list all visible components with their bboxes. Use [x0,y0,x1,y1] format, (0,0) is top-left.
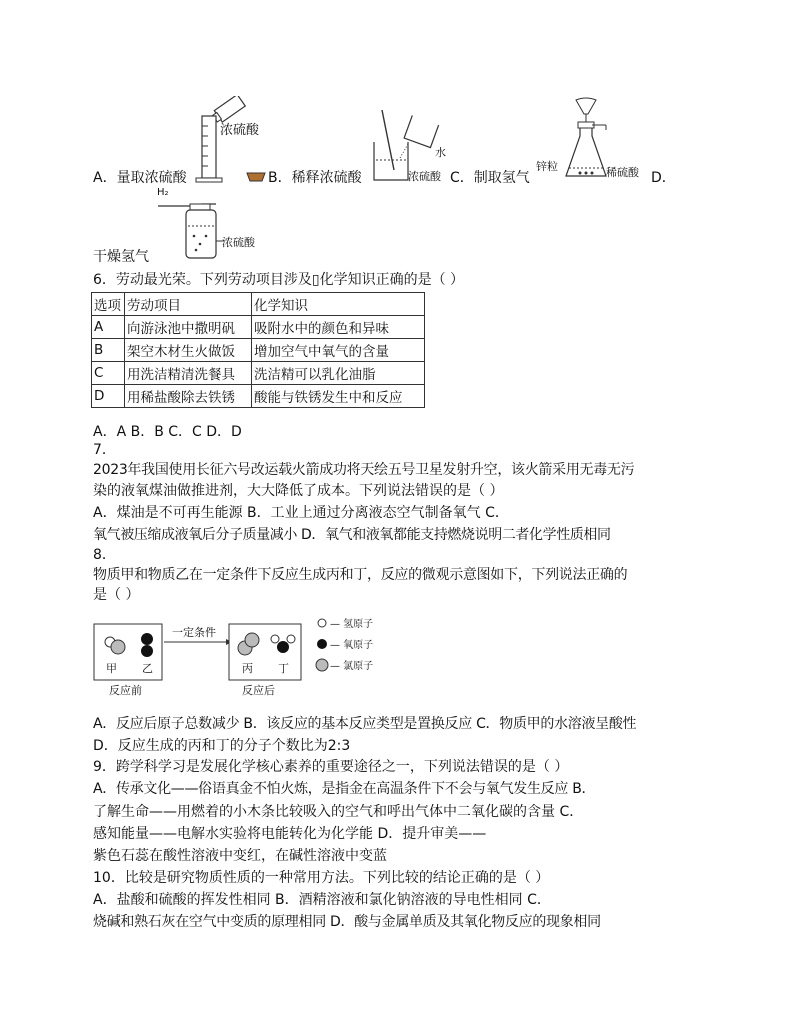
oxygen-atom [277,641,289,653]
oxygen-atom [141,633,153,645]
table-cell: 洗洁精可以乳化油脂 [252,362,425,385]
label-conc-acid-b: 浓硫酸 [408,170,441,183]
table-row [92,316,425,339]
table-cell: C [92,362,125,385]
hydrogen-generator-figure [560,96,610,186]
option-5c: C．制取氢气 [450,170,530,186]
q10-stem: 10．比较是研究物质性质的一种常用方法。下列比较的结论正确的是（ ） [93,870,550,886]
reaction-micro-diagram [92,612,392,704]
q7-number: 7． [93,442,116,458]
oxygen-atom [141,645,153,657]
option-5b: B．稀释浓硫酸 [268,170,362,186]
option-5d-text: 干燥氢气 [93,249,149,265]
legend-hydrogen-icon [318,619,326,627]
label-jia: 甲 [106,662,117,675]
q8-options-line1: A．反应后原子总数减少 B．该反应的基本反应类型是置换反应 C．物质甲的水溶液呈酸性 [93,716,637,732]
q9-line4: 紫色石蕊在酸性溶液中变红，在碱性溶液中变蓝 [93,848,387,864]
table-row [92,362,425,385]
table-header-cell: 化学知识 [252,293,425,316]
legend-chlorine: — 氯原子 [330,661,374,672]
q7-stem-line1: 2023年我国使用长征六号改运载火箭成功将天绘五号卫星发射升空，该火箭采用无毒无污 [93,462,635,478]
table-cell: A [92,316,125,339]
q9-line3: 感知能量——电解水实验将电能转化为化学能 D．提升审美—— [93,826,487,842]
option-5d-prefix: D． [651,170,676,186]
label-water: 水 [435,146,446,159]
q7-stem-line2: 染的液氧煤油做推进剂，大大降低了成本。下列说法错误的是（ ） [93,483,504,499]
label-bing: 丙 [242,662,253,675]
table-cell: 吸附水中的颜色和异味 [252,316,425,339]
q10-line2: 烧碱和熟石灰在空气中变质的原理相同 D．酸与金属单质及其氧化物反应的现象相同 [93,914,601,930]
table-cell: 向游泳池中撒明矾 [125,316,252,339]
table-cell: 用稀盐酸除去铁锈 [125,385,252,408]
chlorine-atom [245,633,259,647]
table-row [92,339,425,362]
table-header-cell: 选项 [92,293,125,316]
label-conc-acid-a: 浓硫酸 [220,123,260,138]
table-cell: 架空木材生火做饭 [125,339,252,362]
table-row [92,385,425,408]
q7-options-line2: 氧气被压缩成液氧后分子质量减小 D．氧气和液氧都能支持燃烧说明二者化学性质相同 [93,527,611,543]
label-yi: 乙 [142,662,153,675]
q10-line1: A．盐酸和硫酸的挥发性相同 B．酒精溶液和氯化钠溶液的导电性相同 C． [93,892,551,908]
q9-stem: 9．跨学科学习是发展化学核心素养的重要途径之一，下列说法错误的是（ ） [93,759,569,775]
graduated-cylinder-figure [194,96,250,188]
legend-chlorine-icon [316,659,328,671]
hydrogen-atom [271,635,279,643]
chlorine-atom [111,640,125,654]
q6-stem: 6．劳动最光荣。下列劳动项目涉及▯化学知识正确的是（ ） [93,272,465,288]
legend-oxygen-icon [317,639,327,649]
table-cell: D [92,385,125,408]
table-cell: 用洗洁精清洗餐具 [125,362,252,385]
label-conc-acid-d: 浓硫酸 [222,236,255,249]
hydrogen-atom [287,635,295,643]
q8-options-line2: D．反应生成的丙和丁的分子个数比为2:3 [93,738,351,754]
table-cell: 增加空气中氧气的含量 [252,339,425,362]
reaction-condition: 一定条件 [172,626,216,639]
gas-drying-bottle-figure [156,196,226,262]
q9-line1: A．传承文化——俗语真金不怕火炼，是指金在高温条件下不会与氧气发生反应 B． [93,781,596,797]
q7-options-line1: A．煤油是不可再生能源 B．工业上通过分离液态空气制备氧气 C． [93,505,509,521]
legend-oxygen: — 氧原子 [330,640,374,651]
q8-stem-line1: 物质甲和物质乙在一定条件下反应生成丙和丁，反应的微观示意图如下，下列说法正确的 [93,567,628,583]
q6-table [91,292,425,408]
q8-number: 8． [93,547,116,563]
table-cell: B [92,339,125,362]
label-zinc: 锌粒 [536,160,558,173]
table-header-row [92,293,425,316]
option-5a: A．量取浓硫酸 [93,170,187,186]
q9-line2: 了解生命——用燃着的小木条比较吸入的空气和呼出气体中二氧化碳的含量 C． [93,804,584,820]
q8-stem-line2: 是（ ） [93,587,140,603]
label-before: 反应前 [109,684,142,697]
legend-hydrogen: — 氢原子 [330,619,374,630]
q6-options: A．A B．B C．C D．D [93,424,242,440]
table-header-cell: 劳动项目 [125,293,252,316]
label-h2: H₂ [157,187,169,198]
label-dilute-acid: 稀硫酸 [606,166,639,179]
dish-icon [246,172,266,182]
table-cell: 酸能与铁锈发生中和反应 [252,385,425,408]
label-after: 反应后 [242,684,275,697]
label-ding: 丁 [278,662,289,675]
